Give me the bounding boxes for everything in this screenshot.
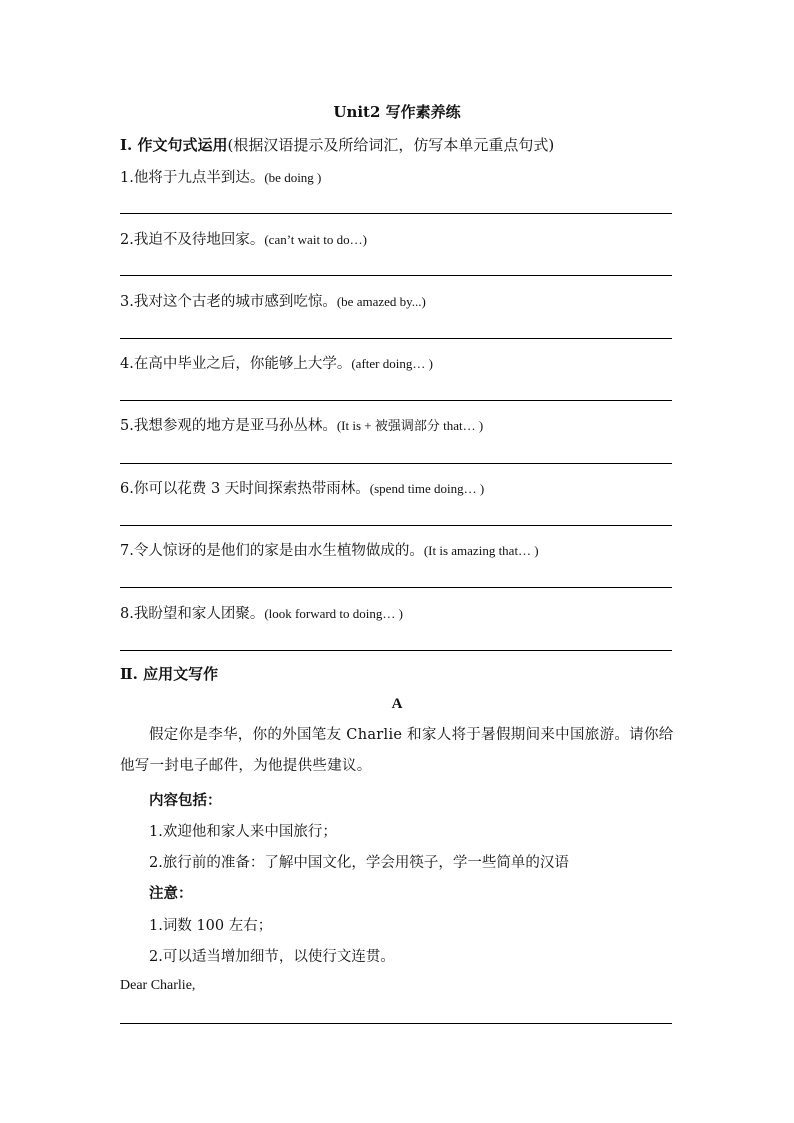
section-1-heading-bold: Ⅰ. 作文句式运用 — [120, 136, 228, 154]
section-1-heading — [120, 134, 554, 155]
question-text: 8.我盼望和家人团聚。 — [120, 606, 265, 622]
answer-line-5[interactable] — [120, 463, 672, 464]
answer-line-1[interactable] — [120, 213, 672, 214]
question-5 — [120, 414, 483, 435]
note-item-2: 2.可以适当增加细节，以使行文连贯。 — [149, 949, 395, 965]
question-text: 5.我想参观的地方是亚马孙丛林。 — [120, 418, 337, 434]
writing-prompt: 假定你是李华，你的外国笔友 Charlie 和家人将于暑假期间来中国旅游。请你给他写一封电子邮件，为他提供些建议。 — [120, 727, 674, 774]
task-letter: A — [391, 696, 403, 712]
question-text: 4.在高中毕业之后，你能够上大学。 — [120, 356, 352, 372]
question-6 — [120, 477, 484, 498]
note-label: 注意： — [149, 885, 193, 902]
question-7 — [120, 539, 539, 560]
note-item-1: 1.词数 100 左右； — [149, 918, 273, 934]
answer-line-4[interactable] — [120, 400, 672, 401]
content-label: 内容包括： — [149, 792, 222, 809]
content-item-2: 2.旅行前的准备：了解中国文化，学会用筷子，学一些简单的汉语 — [149, 855, 569, 871]
question-hint: (after doing… ) — [351, 356, 433, 371]
question-text: 6.你可以花费 3 天时间探索热带雨林。 — [120, 481, 370, 497]
page-title: Unit2 写作素养练 — [333, 103, 461, 121]
section-2-heading: Ⅱ. 应用文写作 — [120, 665, 219, 683]
section-1-heading-note: (根据汉语提示及所给词汇，仿写本单元重点句式) — [227, 136, 555, 154]
question-text: 3.我对这个古老的城市感到吃惊。 — [120, 294, 337, 310]
question-hint: (be amazed by...) — [336, 294, 426, 309]
content-item-1: 1.欢迎他和家人来中国旅行； — [149, 824, 337, 840]
question-text: 2.我迫不及待地回家。 — [120, 232, 265, 248]
question-text: 7.令人惊讶的是他们的家是由水生植物做成的。 — [120, 543, 424, 559]
question-hint: (can’t wait to do…) — [264, 232, 367, 247]
question-text: 1.他将于九点半到达。 — [120, 170, 265, 186]
question-hint: (be doing ) — [264, 170, 322, 185]
question-hint: (It is + 被强调部分 that… ) — [336, 418, 484, 433]
answer-line-8[interactable] — [120, 650, 672, 651]
question-hint: (spend time doing… ) — [369, 481, 485, 496]
answer-line-7[interactable] — [120, 587, 672, 588]
question-2 — [120, 228, 367, 249]
question-hint: (look forward to doing… ) — [264, 606, 403, 621]
question-8 — [120, 602, 403, 623]
question-3 — [120, 290, 426, 311]
letter-salutation: Dear Charlie, — [120, 978, 196, 993]
answer-line-3[interactable] — [120, 338, 672, 339]
answer-line-2[interactable] — [120, 275, 672, 276]
answer-line-6[interactable] — [120, 525, 672, 526]
question-hint: (It is amazing that… ) — [423, 543, 539, 558]
question-4 — [120, 352, 433, 373]
letter-answer-line[interactable] — [120, 1023, 672, 1024]
question-1 — [120, 166, 321, 187]
